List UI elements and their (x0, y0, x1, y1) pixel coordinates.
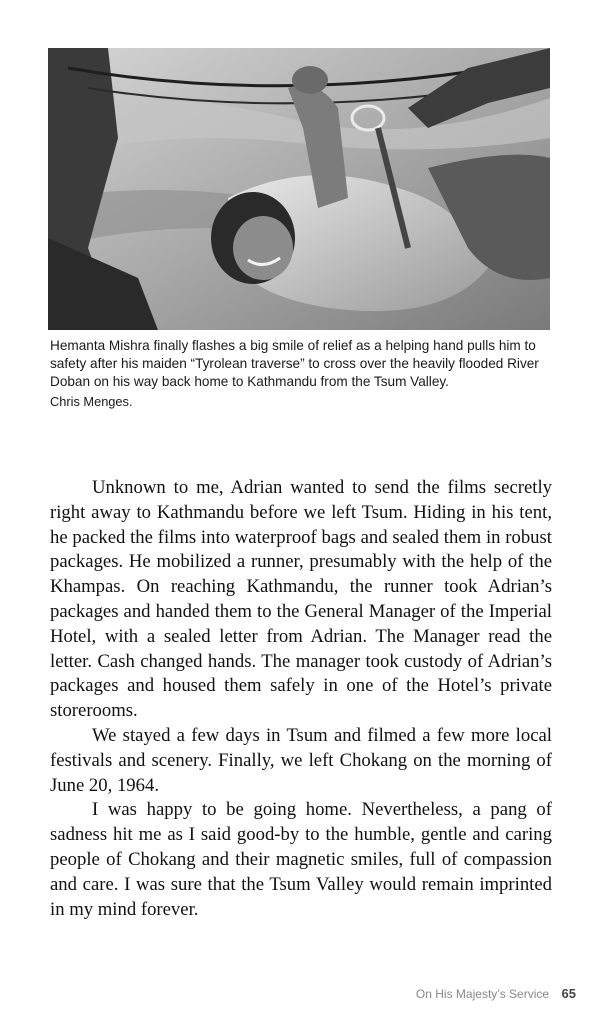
photograph-tyrolean-traverse (48, 48, 550, 330)
page-footer (416, 985, 576, 1003)
caption-text: Hemanta Mishra finally flashes a big smile of relief as a helping hand pulls him to safety after his maiden “Tyrolean traverse” to cross over the heavily flooded River Doban on his way back home to Kathmandu from the Tsum Valley. (50, 338, 539, 389)
photograph-image (48, 48, 550, 330)
figure-caption (50, 337, 550, 391)
paragraph: Unknown to me, Adrian wanted to send the films secretly right away to Kathmandu before we left Tsum. Hiding in his tent, he packed the films into waterproof bags and sealed them in robust packages. He mobilized a runner, presumably with the help of the Khampas. On reaching Kathmandu, the runner took Adrian’s packages and handed them to the General Manager of the Imperial Hotel, with a sealed letter from Adrian. The Manager read the letter. Cash changed hands. The manager took custody of Adrian’s packages and housed them safely in one of the Hotel’s private storerooms. (50, 477, 552, 722)
paragraph: I was happy to be going home. Nevertheless, a pang of sadness hit me as I said good-by to the humble, gentle and caring people of Chokang and their magnetic smiles, full of compassion and care. I was sure that the Tsum Valley would remain imprinted in my mind forever. (50, 799, 552, 920)
body-text (50, 476, 552, 922)
running-title: On His Majesty’s Service (415, 987, 550, 1001)
paragraph: We stayed a few days in Tsum and filmed a few more local festivals and scenery. Finally, we left Chokang on the morning of June 20, 1964. (50, 724, 552, 796)
photo-credit: Chris Menges. (50, 394, 133, 409)
page-number: 65 (561, 986, 576, 1001)
